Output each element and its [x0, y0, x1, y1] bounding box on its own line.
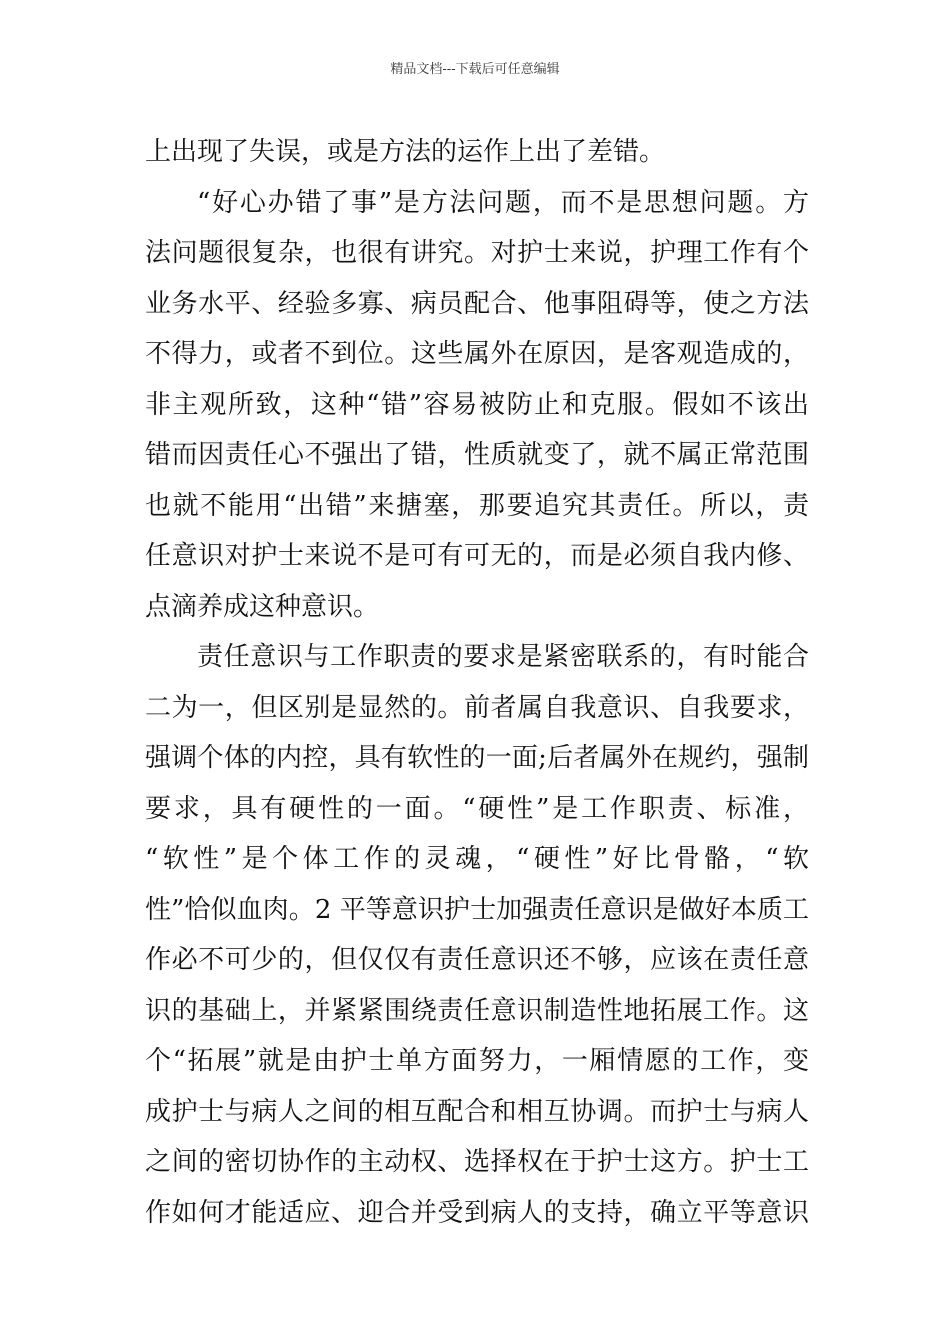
text-line: 二为一，但区别是显然的。前者属自我意识、自我要求，	[145, 692, 809, 723]
paragraph-first-line: 责任意识与工作职责的要求是紧密联系的，有时能合	[197, 642, 809, 672]
text-line: 性”恰似血肉。2 平等意识护士加强责任意识是做好本质工	[145, 894, 809, 925]
page-header: 精品文档---下载后可任意编辑	[390, 62, 560, 77]
text-line: 业务水平、经验多寡、病员配合、他事阻碍等，使之方法	[145, 288, 809, 319]
text-line: “软性”是个体工作的灵魂，“硬性”好比骨骼，“软	[145, 844, 809, 874]
text-line: 不得力，或者不到位。这些属外在原因，是客观造成的，	[145, 339, 809, 369]
text-line: 任意识对护士来说不是可有可无的，而是必须自我内修、	[145, 541, 809, 571]
text-line: 也就不能用“出错”来搪塞，那要追究其责任。所以，责	[145, 490, 809, 521]
text-line: 强调个体的内控，具有软性的一面;后者属外在规约，强制	[145, 743, 809, 773]
paragraph-first-line: “好心办错了事”是方法问题，而不是思想问题。方	[197, 187, 809, 218]
text-line: 法问题很复杂，也很有讲究。对护士来说，护理工作有个	[145, 238, 809, 268]
text-line: 上出现了失误，或是方法的运作上出了差错。	[145, 137, 666, 167]
text-line: 成护士与病人之间的相互配合和相互协调。而护士与病人	[145, 1096, 809, 1127]
text-line: 错而因责任心不强出了错，性质就变了，就不属正常范围	[145, 440, 809, 470]
text-line: 个“拓展”就是由护士单方面努力，一厢情愿的工作，变	[145, 1046, 809, 1076]
text-line: 作如何才能适应、迎合并受到病人的支持，确立平等意识	[145, 1197, 809, 1228]
text-line: 要求，具有硬性的一面。“硬性”是工作职责、标准，	[145, 793, 809, 824]
text-line: 之间的密切协作的主动权、选择权在于护士这方。护士工	[145, 1147, 809, 1177]
text-line: 非主观所致，这种“错”容易被防止和克服。假如不该出	[145, 389, 809, 420]
document-body	[145, 127, 809, 1238]
text-line: 识的基础上，并紧紧围绕责任意识制造性地拓展工作。这	[145, 995, 809, 1026]
text-line: 作必不可少的，但仅仅有责任意识还不够，应该在责任意	[145, 945, 809, 975]
text-line: 点滴养成这种意识。	[145, 591, 380, 622]
